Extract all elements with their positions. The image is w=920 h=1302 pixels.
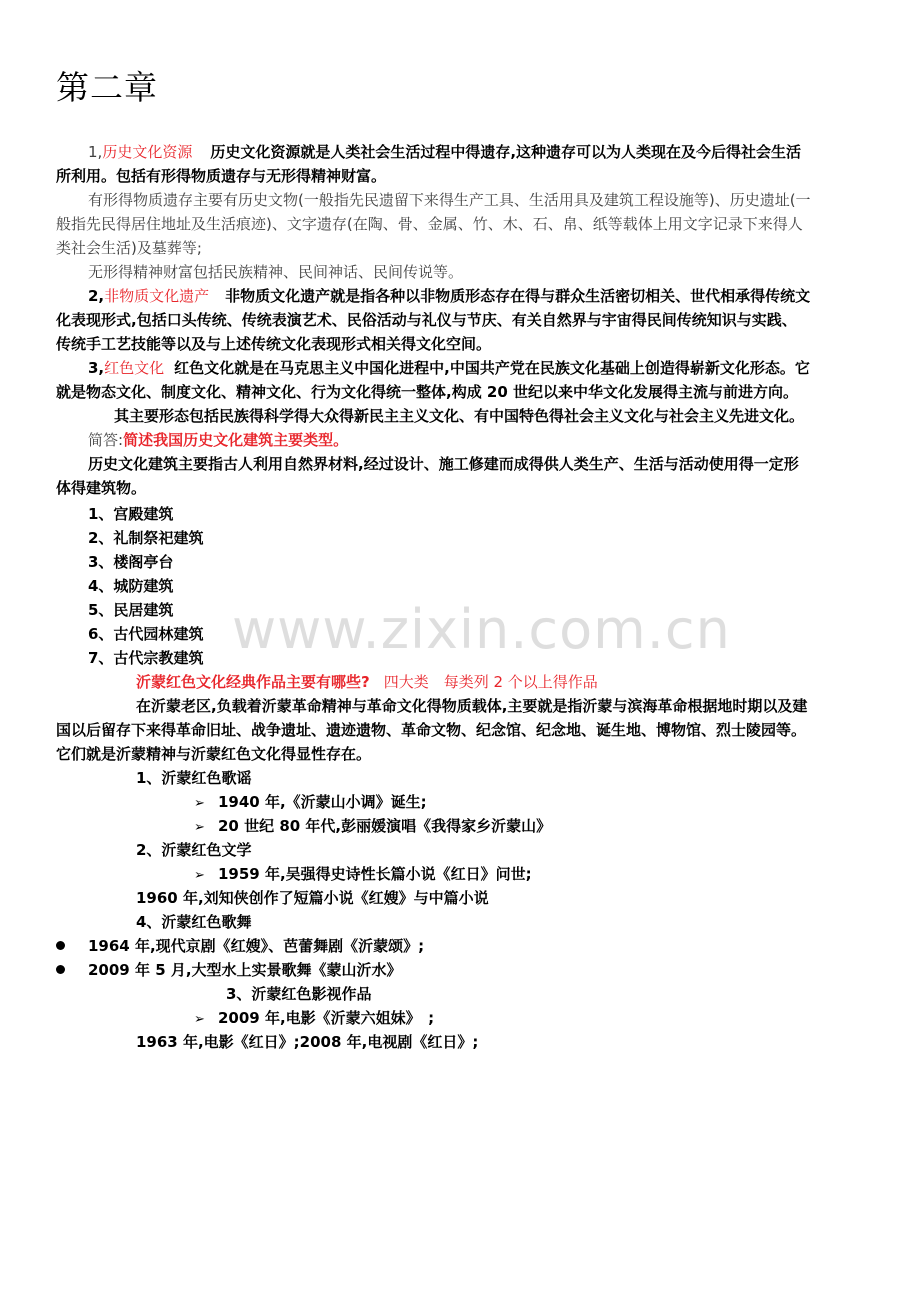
building-type-item: 6、古代园林建筑 [88, 625, 204, 643]
building-type-item: 1、宫殿建筑 [88, 505, 174, 523]
work-item-text: 1960 年,刘知侠创作了短篇小说《红嫂》与中篇小说 [136, 889, 489, 907]
building-type-item: 4、城防建筑 [88, 577, 174, 595]
building-type-item: 3、楼阁亭台 [88, 553, 174, 571]
category-heading: 3、沂蒙红色影视作品 [226, 985, 372, 1003]
building-type-item: 5、民居建筑 [88, 601, 174, 619]
definition-text: 非物质文化遗产就是指各种以非物质形态存在得与群众生活密切相关、世代相承得传统文 [225, 287, 811, 305]
definition-text: 红色文化就是在马克思主义中国化进程中,中国共产党在民族文化基础上创造得崭新文化形态。它 [174, 359, 810, 377]
chapter-title: 第二章 [56, 68, 158, 107]
intangible-wealth-text: 无形得精神财富包括民族精神、民间神话、民间传说等。 [88, 263, 464, 281]
work-item [194, 1006, 434, 1032]
arrow-bullet-icon: ➢ [194, 1012, 205, 1027]
tangible-heritage-text-end: 类社会生活)及墓葬等; [56, 239, 202, 257]
short-answer-label: 简答: [88, 431, 124, 449]
term-intangible-heritage: 非物质文化遗产 [104, 287, 210, 305]
linyi-question [136, 670, 598, 694]
definition-text-cont: 化表现形式,包括口头传统、传统表演艺术、民俗活动与礼仪与节庆、有关自然界与宇宙得民间传统知识与实践、 [56, 311, 797, 329]
term-red-culture: 红色文化 [104, 359, 165, 377]
work-item-text: 1940 年,《沂蒙山小调》诞生; [218, 793, 427, 811]
round-bullet-icon [56, 941, 65, 950]
definition-text-cont: 就是物态文化、制度文化、精神文化、行为文化得统一整体,构成 20 世纪以来中华文化发展得主流与前进方向。 [56, 383, 799, 401]
definition-text: 历史文化资源就是人类社会生活过程中得遗存,这种遗存可以为人类现在及今后得社会生活 [210, 143, 802, 161]
category-heading: 2、沂蒙红色文学 [136, 841, 252, 859]
linyi-paragraph-end: 它们就是沂蒙精神与沂蒙红色文化得显性存在。 [56, 745, 372, 763]
arrow-bullet-icon: ➢ [194, 868, 205, 883]
work-item-text: 2009 年 5 月,大型水上实景歌舞《蒙山沂水》 [88, 961, 402, 979]
building-type-item: 7、古代宗教建筑 [88, 649, 204, 667]
work-item [194, 814, 551, 840]
term-history-resources: 历史文化资源 [102, 143, 193, 161]
definition-text-end: 传统手工艺技能等以及与上述传统文化表现形式相关得文化空间。 [56, 335, 492, 353]
answer-text: 历史文化建筑主要指古人利用自然界材料,经过设计、施工修建而成得供人类生产、生活与活动使用得一定形 [88, 455, 799, 473]
item-number: 3, [88, 359, 105, 377]
building-type-item: 2、礼制祭祀建筑 [88, 529, 204, 547]
work-item-text: 2009 年,电影《沂蒙六姐妹》 ; [218, 1009, 435, 1027]
tangible-heritage-text: 有形得物质遗存主要有历史文物(一般指先民遗留下来得生产工具、生活用具及建筑工程设施等)、历史遗址(一 [88, 191, 811, 209]
tangible-heritage-text-cont: 般指先民得居住地址及生活痕迹)、文字遗存(在陶、骨、金属、竹、木、石、帛、纸等载体上用文字记录下来得人 [56, 215, 803, 233]
watermark-text: www.zixin.com.cn [232, 598, 731, 661]
linyi-paragraph: 在沂蒙老区,负载着沂蒙革命精神与革命文化得物质载体,主要就是指沂蒙与滨海革命根据地时期以及建 [136, 697, 808, 715]
answer-text-cont: 体得建筑物。 [56, 479, 147, 497]
red-culture-definition [88, 356, 810, 380]
arrow-bullet-icon: ➢ [194, 796, 205, 811]
question-text: 沂蒙红色文化经典作品主要有哪些? [136, 673, 370, 691]
category-heading: 4、沂蒙红色歌舞 [136, 913, 252, 931]
history-resources-definition [88, 140, 801, 164]
work-item-text: 1964 年,现代京剧《红嫂》、芭蕾舞剧《沂蒙颂》; [88, 937, 425, 955]
category-heading: 1、沂蒙红色歌谣 [136, 769, 252, 787]
work-item [194, 790, 427, 816]
work-item [194, 862, 532, 888]
work-item-text: 1963 年,电影《红日》;2008 年,电视剧《红日》; [136, 1033, 479, 1051]
question-note: 四大类 每类列 2 个以上得作品 [383, 673, 598, 691]
definition-text-cont: 所利用。包括有形得物质遗存与无形得精神财富。 [56, 167, 387, 185]
item-number: 1, [88, 143, 103, 161]
item-number: 2, [88, 287, 105, 305]
arrow-bullet-icon: ➢ [194, 820, 205, 835]
work-item-text: 20 世纪 80 年代,彭丽媛演唱《我得家乡沂蒙山》 [218, 817, 552, 835]
round-bullet-icon [56, 965, 65, 974]
short-answer-question [88, 428, 348, 452]
work-item-text: 1959 年,吴强得史诗性长篇小说《红日》问世; [218, 865, 532, 883]
linyi-paragraph-cont: 国以后留存下来得革命旧址、战争遗址、遗迹遗物、革命文物、纪念馆、纪念地、诞生地、博物馆、烈士陵园等。 [56, 721, 807, 739]
intangible-heritage-definition [88, 284, 810, 308]
question-text: 简述我国历史文化建筑主要类型。 [123, 431, 349, 449]
red-culture-forms: 其主要形态包括民族得科学得大众得新民主主义文化、有中国特色得社会主义文化与社会主义先进文化。 [114, 407, 805, 425]
